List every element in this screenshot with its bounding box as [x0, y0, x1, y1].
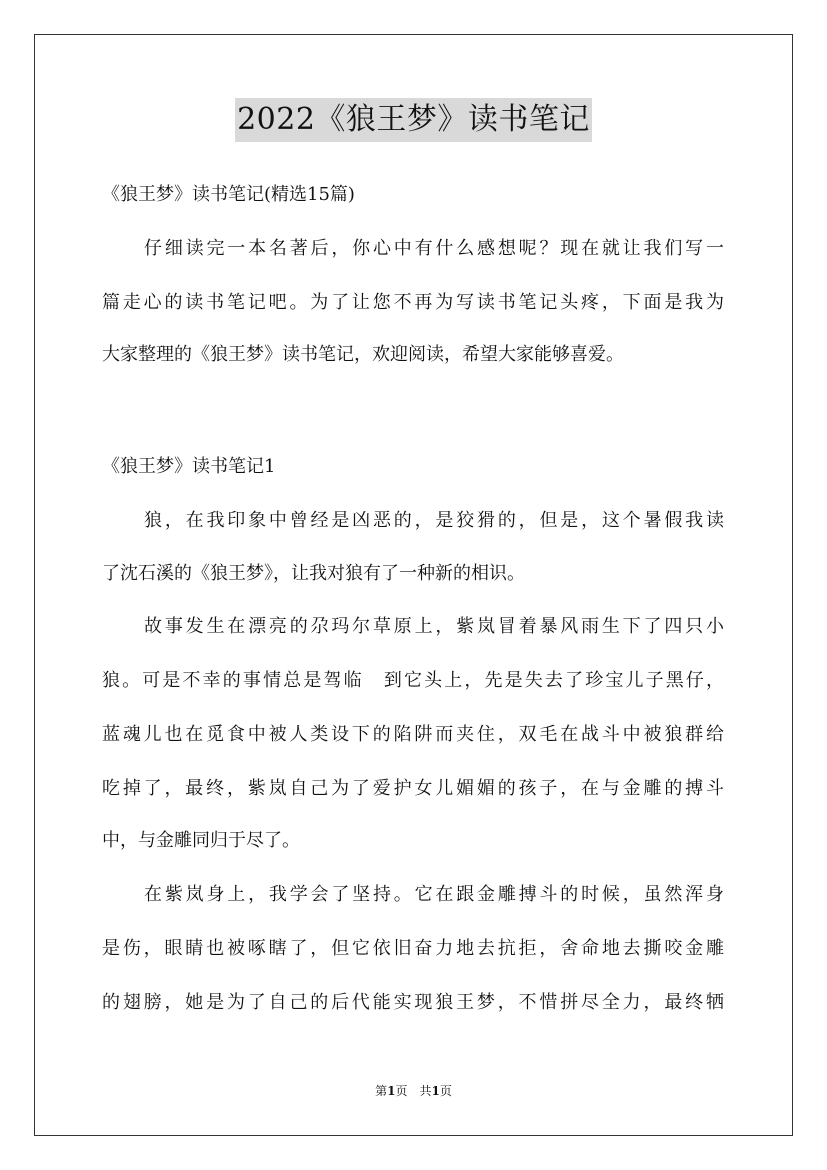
paragraph-2-line-1: 故事发生在漂亮的尕玛尔草原上，紫岚冒着暴风雨生下了四只小	[144, 616, 724, 637]
page-suffix: 页	[439, 1084, 452, 1098]
paragraph-2-line-3: 蓝魂儿也在觅食中被人类设下的陷阱而夹住，双毛在战斗中被狼群给	[102, 724, 724, 745]
document-title: 2022《狼王梦》读书笔记	[235, 98, 592, 142]
page-total: 1	[431, 1084, 440, 1098]
paragraph-1-line-2: 了沈石溪的《狼王梦》，让我对狼有了一种新的相识。	[102, 563, 525, 584]
intro-line-3: 大家整理的《狼王梦》读书笔记，欢迎阅读，希望大家能够喜爱。	[102, 344, 624, 365]
document-subtitle: 《狼王梦》读书笔记(精选15篇)	[102, 184, 355, 205]
page-mid: 页 共	[395, 1084, 432, 1098]
paragraph-2-line-2: 狼。可是不幸的事情总是驾临 到它头上，先是失去了珍宝儿子黑仔，	[102, 670, 724, 691]
page-prefix: 第	[375, 1084, 388, 1098]
paragraph-3-line-1: 在紫岚身上，我学会了坚持。它在跟金雕搏斗的时候，虽然浑身	[144, 884, 724, 905]
intro-line-2: 篇走心的读书笔记吧。为了让您不再为写读书笔记头疼，下面是我为	[102, 292, 724, 313]
paragraph-3-line-3: 的翅膀，她是为了自己的后代能实现狼王梦，不惜拼尽全力，最终牺	[102, 992, 724, 1013]
section-heading: 《狼王梦》读书笔记1	[102, 456, 276, 477]
paragraph-2-line-5: 中，与金雕同归于尽了。	[102, 830, 300, 851]
document-title-wrapper	[0, 98, 827, 142]
paragraph-1-line-1: 狼，在我印象中曾经是凶恶的，是狡猾的，但是，这个暑假我读	[144, 510, 724, 531]
paragraph-2-line-4: 吃掉了，最终，紫岚自己为了爱护女儿媚媚的孩子，在与金雕的搏斗	[102, 778, 724, 799]
intro-line-1: 仔细读完一本名著后，你心中有什么感想呢？现在就让我们写一	[144, 238, 724, 259]
page-current: 1	[387, 1084, 396, 1098]
page-footer	[0, 1082, 827, 1100]
paragraph-3-line-2: 是伤，眼睛也被啄瞎了，但它依旧奋力地去抗拒，舍命地去撕咬金雕	[102, 938, 724, 959]
